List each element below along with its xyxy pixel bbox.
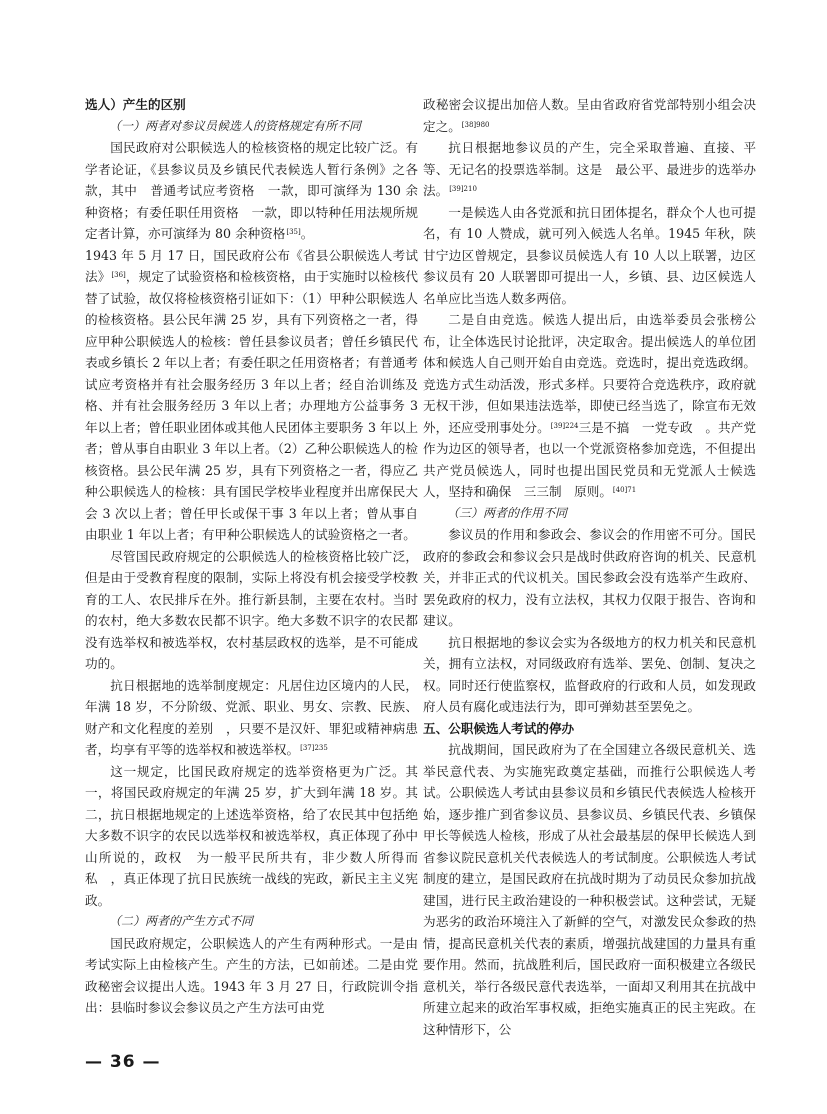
section-heading-tail: 选人）产生的区别 [85, 97, 186, 112]
citation: [35] [286, 228, 301, 236]
section-heading: 五、公职候选人考试的停办 [423, 720, 575, 736]
paragraph: 抗日根据地的选举制度规定：凡居住边区境内的人民，年满 18 岁，不分阶级、党派、职业、男女、宗教、民族、财产和文化程度的差别 ，只要不是汉奸、罪犯或精神病患者，均享有平等的选举权和被选举权。$^{[37]235}$ [85, 677, 418, 757]
subheading-qualifications: （一）两者对参议员候选人的资格规定有所不同 [109, 118, 362, 133]
subheading-functions: （三）两者的作用不同 [447, 505, 568, 520]
paragraph: 抗战期间，国民政府为了在全国建立各级民意机关、选举民意代表、为实施宪政奠定基础，而推行公职候选人考试。公职候选人考试由县参议员和乡镇民代表候选人检核开始，逐步推广到省参议员、县参议员、乡镇民代表、乡镇保甲长等候选人检核，形成了从社会最基层的保甲长候选人到省参议院民意机关代表候选人的考试制度。公职候选人考试制度的建立，是国民政府在抗战时期为了动员民众参加抗战建国，进行民主政治建设的一种积极尝试。这种尝试，无疑为恶劣的政治环境注入了新鲜的空气，对激发民众参政的热情，提高民意机关代表的素质，增强抗战建国的力量具有重要作用。然而，抗战胜利后，国民政府一面积极建立各级民意机关，举行各级民意代表选举，一面却又利用其在抗战中所建立起来的政治军事权威，拒绝实施真正的民主宪政。在这种情形下，公 [423, 742, 756, 1037]
citation: [38]980 [461, 120, 490, 129]
citation: [39]210 [449, 185, 477, 193]
paragraph: 二是自由竞选。候选人提出后，由选举委员会张榜公布，让全体选民讨论批评，决定取舍。提出候选人的单位团体和候选人自己则开始自由竞选。竞选时，提出竞选政纲。竞选方式生动活泼，形式多样。只要符合竞选秩序，政府就无权干涉，但如果违法选举，即使已经当选了，除宣布无效外，还应受刑事处分。$^{[39]224}$三是不搞 一党专政 。共产党作为边区的领导者，也以一个党派资格参加竞选，不但提出共产党员候选人，同时也提出国民党员和无党派人士候选人，坚持和确保 三三制 原则。$^{[40]71}$ [423, 312, 757, 499]
paragraph: 国民政府对公职候选人的检核资格的规定比较广泛。有学者论证，《县参议员及乡镇民代表候选人暂行条例》之各款，其中 普通考试应考资格 一款，即可演绎为 130 余种资格；有委任职任用资格 一款，即以特种任用法规所规定者计算，亦可演绎为 80 余种资格[35]。 [85, 140, 418, 241]
paragraph: 国民政府规定，公职候选人的产生有两种形式。一是由考试实际上由检核产生。产生的方法，已如前述。二是由党政秘密会议提出人选。1943 年 3 月 27 日，行政院训令指出：县临时参议会参议员之产生方法可由党 [85, 935, 418, 1015]
page-number: — 36 — [85, 1052, 161, 1072]
left-column [85, 94, 418, 1019]
paragraph: 参议员的作用和参政会、参议会的作用密不可分。国民政府的参政会和参议会只是战时供政府咨询的机关、民意机关，并非正式的代议机关。国民参政会没有选举产生政府、罢免政府的权力，没有立法权，其权力仅限于报告、咨询和建议。 [423, 527, 756, 628]
citation: [36] [111, 271, 126, 279]
citation: [37]235 [300, 744, 328, 752]
citation: [40]71 [612, 486, 637, 494]
citation: [39]224 [550, 421, 579, 430]
paragraph: 这一规定，比国民政府规定的选举资格更为广泛。其一，将国民政府规定的年满 25 岁，扩大到年满 18 岁。其二，抗日根据地规定的上述选举资格，给了农民其中包括绝大多数不识字的农民以选举权和被选举权，真正体现了孙中山所说的，政权 为一般平民所共有，非少数人所得而私 ，真正体现了抗日民族统一战线的宪政，新民主主义宪政。 [85, 763, 418, 908]
right-column [423, 94, 756, 1040]
subheading-methods: （二）两者的产生方式不同 [109, 914, 254, 928]
paragraph: 抗日根据地参议员的产生，完全采取普遍、直接、平等、无记名的投票选举制。这是 最公平、最进步的选举办法。$^{[39]210}$ [423, 140, 756, 198]
paragraph: 政秘密会议提出加倍人数。呈由省政府省党部特别小组会决定之。$^{[38]980}$ [423, 97, 756, 134]
paragraph: 尽管国民政府规定的公职候选人的检核资格比较广泛，但是由于受教育程度的限制，实际上将没有机会接受学校教育的工人、农民排斥在外。推行新县制，主要在农村。当时的农村，绝大多数农民都不识字。绝大多数不识字的农民都没有选举权和被选举权，农村基层政权的选举，是不可能成功的。 [85, 548, 418, 671]
paragraph: 抗日根据地的参议会实为各级地方的权力机关和民意机关，拥有立法权，对同级政府有选举、罢免、创制、复决之权。同时还行使监察权，监督政府的行政和人员，如发现政府人员有腐化或违法行为，即可弹劾甚至罢免之。 [423, 634, 756, 714]
paragraph: 一是候选人由各党派和抗日团体提名，群众个人也可提名，有 10 人赞成，就可列入候选人名单。1945 年秋，陕甘宁边区曾规定，县参议员候选人有 10 人以上联署，边区参议员有 20 人联署即可提出一人，乡镇、县、边区候选人名单应比当选人数多两倍。 [423, 204, 756, 306]
paragraph: 1943 年 5 月 17 日，国民政府公布《省县公职候选人考试法》[36]，规定了试验资格和检核资格，由于实施时以检核代替了试验，故仅将检核资格引证如下：（1）甲种公职候选人的检核资格。县公民年满 25 岁，具有下列资格之一者，得应甲种公职候选人的检核：曾任县参议员者；曾任乡镇民代表或乡镇长 2 年以上者；有委任职之任用资格者；有普通考试应考资格并有社会服务经历 3 年以上者；经自治训练及格、并有社会服务经历 3 年以上者；办理地方公益事务 3 年以上者；曾任职业团体或其他人民团体主要职务 3 年以上者；曾从事自由职业 3 年以上者。（2）乙种公职候选人的检核资格。县公民年满 25 岁，具有下列资格之一者，得应乙种公职候选人的检核：具有国民学校毕业程度并出席保民大会 3 次以上者；曾任甲长或保干事 3 年以上者；曾从事自由职业 1 年以上者；有甲种公职候选人的试验资格之一者。 [85, 247, 419, 542]
